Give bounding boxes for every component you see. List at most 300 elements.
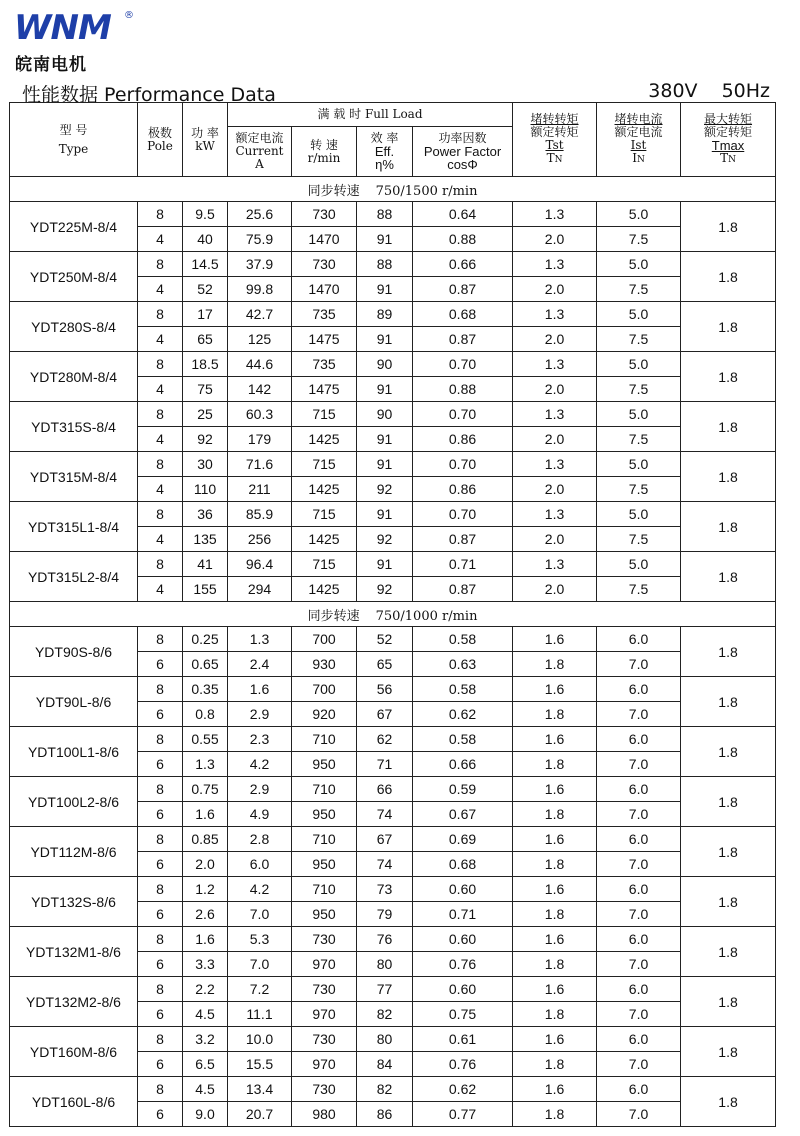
current-cell: 37.9 <box>228 252 292 277</box>
efficiency-cell: 71 <box>357 752 413 777</box>
efficiency-cell: 80 <box>357 952 413 977</box>
efficiency-cell: 92 <box>357 577 413 602</box>
starting-torque-cell: 1.3 <box>513 252 597 277</box>
efficiency-cell: 91 <box>357 427 413 452</box>
current-cell: 256 <box>228 527 292 552</box>
efficiency-cell: 56 <box>357 677 413 702</box>
power-cell: 0.65 <box>183 652 228 677</box>
starting-torque-cell: 1.8 <box>513 802 597 827</box>
max-torque-cell: 1.8 <box>681 552 776 602</box>
efficiency-cell: 79 <box>357 902 413 927</box>
power-cell: 9.5 <box>183 202 228 227</box>
speed-cell: 730 <box>292 202 357 227</box>
starting-current-cell: 7.0 <box>597 702 681 727</box>
starting-current-cell: 5.0 <box>597 402 681 427</box>
model-type-cell: YDT132M1-8/6 <box>10 927 138 977</box>
speed-cell: 950 <box>292 852 357 877</box>
current-cell: 4.2 <box>228 877 292 902</box>
header-starting-current: 堵转电流 额定电流 Ist IN <box>597 103 681 177</box>
section-label-speed: 750/1500 r/min <box>375 183 478 199</box>
efficiency-cell: 91 <box>357 377 413 402</box>
model-type-cell: YDT160L-8/6 <box>10 1077 138 1127</box>
speed-cell: 715 <box>292 402 357 427</box>
table-row <box>10 827 776 852</box>
current-cell: 1.6 <box>228 677 292 702</box>
starting-torque-cell: 1.3 <box>513 302 597 327</box>
starting-torque-cell: 1.3 <box>513 552 597 577</box>
power-cell: 75 <box>183 377 228 402</box>
current-cell: 2.8 <box>228 827 292 852</box>
rated-supply <box>624 80 770 102</box>
starting-torque-cell: 1.3 <box>513 402 597 427</box>
power-cell: 92 <box>183 427 228 452</box>
pole-cell: 4 <box>138 427 183 452</box>
starting-current-cell: 6.0 <box>597 927 681 952</box>
speed-cell: 930 <box>292 652 357 677</box>
model-type-cell: YDT280M-8/4 <box>10 352 138 402</box>
power-factor-cell: 0.87 <box>413 527 513 552</box>
model-type-cell: YDT225M-8/4 <box>10 202 138 252</box>
speed-cell: 1425 <box>292 427 357 452</box>
table-row <box>10 777 776 802</box>
current-cell: 6.0 <box>228 852 292 877</box>
power-cell: 1.3 <box>183 752 228 777</box>
starting-current-cell: 7.5 <box>597 527 681 552</box>
efficiency-cell: 92 <box>357 527 413 552</box>
model-type-cell: YDT90L-8/6 <box>10 677 138 727</box>
max-torque-cell: 1.8 <box>681 827 776 877</box>
pole-cell: 8 <box>138 827 183 852</box>
model-type-cell: YDT315L1-8/4 <box>10 502 138 552</box>
pole-cell: 8 <box>138 1077 183 1102</box>
speed-cell: 710 <box>292 727 357 752</box>
efficiency-cell: 91 <box>357 552 413 577</box>
speed-cell: 970 <box>292 1002 357 1027</box>
power-factor-cell: 0.58 <box>413 677 513 702</box>
table-row <box>10 452 776 477</box>
efficiency-cell: 92 <box>357 477 413 502</box>
pole-cell: 8 <box>138 352 183 377</box>
current-cell: 125 <box>228 327 292 352</box>
model-type-cell: YDT250M-8/4 <box>10 252 138 302</box>
table-body <box>10 177 776 1127</box>
efficiency-cell: 73 <box>357 877 413 902</box>
section-row <box>10 177 776 202</box>
starting-current-cell: 5.0 <box>597 302 681 327</box>
model-type-cell: YDT100L1-8/6 <box>10 727 138 777</box>
pole-cell: 8 <box>138 502 183 527</box>
efficiency-cell: 67 <box>357 827 413 852</box>
efficiency-cell: 65 <box>357 652 413 677</box>
power-factor-cell: 0.58 <box>413 727 513 752</box>
pole-cell: 8 <box>138 452 183 477</box>
section-label-cn: 同步转速 <box>307 608 360 624</box>
starting-torque-cell: 1.8 <box>513 652 597 677</box>
max-torque-cell: 1.8 <box>681 352 776 402</box>
current-cell: 10.0 <box>228 1027 292 1052</box>
pole-cell: 6 <box>138 952 183 977</box>
speed-cell: 1425 <box>292 527 357 552</box>
starting-torque-cell: 1.6 <box>513 1077 597 1102</box>
starting-current-cell: 5.0 <box>597 252 681 277</box>
power-factor-cell: 0.76 <box>413 952 513 977</box>
starting-current-cell: 6.0 <box>597 977 681 1002</box>
table-row <box>10 1027 776 1052</box>
speed-cell: 1425 <box>292 477 357 502</box>
power-factor-cell: 0.70 <box>413 452 513 477</box>
logo-mark: WNM <box>14 8 111 48</box>
pole-cell: 8 <box>138 252 183 277</box>
power-cell: 65 <box>183 327 228 352</box>
efficiency-cell: 74 <box>357 802 413 827</box>
starting-torque-cell: 1.8 <box>513 1102 597 1127</box>
power-factor-cell: 0.70 <box>413 352 513 377</box>
current-cell: 96.4 <box>228 552 292 577</box>
starting-current-cell: 7.5 <box>597 227 681 252</box>
model-type-cell: YDT100L2-8/6 <box>10 777 138 827</box>
pole-cell: 8 <box>138 202 183 227</box>
power-factor-cell: 0.69 <box>413 827 513 852</box>
model-type-cell: YDT132S-8/6 <box>10 877 138 927</box>
current-cell: 20.7 <box>228 1102 292 1127</box>
current-cell: 25.6 <box>228 202 292 227</box>
starting-current-cell: 6.0 <box>597 777 681 802</box>
efficiency-cell: 76 <box>357 927 413 952</box>
starting-current-cell: 7.5 <box>597 577 681 602</box>
power-factor-cell: 0.59 <box>413 777 513 802</box>
pole-cell: 6 <box>138 902 183 927</box>
pole-cell: 4 <box>138 227 183 252</box>
power-cell: 0.55 <box>183 727 228 752</box>
header-full-load: 满 载 时 Full Load <box>228 103 513 127</box>
speed-cell: 1475 <box>292 327 357 352</box>
speed-cell: 950 <box>292 902 357 927</box>
current-cell: 85.9 <box>228 502 292 527</box>
power-cell: 9.0 <box>183 1102 228 1127</box>
power-cell: 110 <box>183 477 228 502</box>
power-cell: 2.6 <box>183 902 228 927</box>
power-factor-cell: 0.61 <box>413 1027 513 1052</box>
current-cell: 42.7 <box>228 302 292 327</box>
power-factor-cell: 0.68 <box>413 852 513 877</box>
pole-cell: 4 <box>138 527 183 552</box>
model-type-cell: YDT315M-8/4 <box>10 452 138 502</box>
power-cell: 135 <box>183 527 228 552</box>
current-cell: 5.3 <box>228 927 292 952</box>
power-cell: 14.5 <box>183 252 228 277</box>
power-cell: 1.6 <box>183 802 228 827</box>
power-factor-cell: 0.86 <box>413 477 513 502</box>
current-cell: 60.3 <box>228 402 292 427</box>
starting-torque-cell: 1.6 <box>513 777 597 802</box>
efficiency-cell: 77 <box>357 977 413 1002</box>
max-torque-cell: 1.8 <box>681 777 776 827</box>
speed-cell: 710 <box>292 877 357 902</box>
efficiency-cell: 67 <box>357 702 413 727</box>
pole-cell: 8 <box>138 777 183 802</box>
table-row <box>10 502 776 527</box>
current-cell: 2.4 <box>228 652 292 677</box>
power-factor-cell: 0.60 <box>413 877 513 902</box>
starting-torque-cell: 1.8 <box>513 852 597 877</box>
current-cell: 44.6 <box>228 352 292 377</box>
power-cell: 2.0 <box>183 852 228 877</box>
current-cell: 2.3 <box>228 727 292 752</box>
speed-cell: 970 <box>292 952 357 977</box>
table-row <box>10 677 776 702</box>
starting-current-cell: 7.5 <box>597 427 681 452</box>
efficiency-cell: 52 <box>357 627 413 652</box>
table-row <box>10 252 776 277</box>
power-factor-cell: 0.86 <box>413 427 513 452</box>
pole-cell: 8 <box>138 927 183 952</box>
power-factor-cell: 0.66 <box>413 752 513 777</box>
power-factor-cell: 0.77 <box>413 1102 513 1127</box>
starting-current-cell: 7.5 <box>597 377 681 402</box>
current-cell: 2.9 <box>228 777 292 802</box>
starting-torque-cell: 2.0 <box>513 527 597 552</box>
max-torque-cell: 1.8 <box>681 302 776 352</box>
speed-cell: 950 <box>292 802 357 827</box>
power-factor-cell: 0.87 <box>413 277 513 302</box>
starting-torque-cell: 1.3 <box>513 202 597 227</box>
starting-torque-cell: 1.8 <box>513 752 597 777</box>
pole-cell: 6 <box>138 852 183 877</box>
starting-current-cell: 7.0 <box>597 852 681 877</box>
starting-current-cell: 6.0 <box>597 1027 681 1052</box>
starting-current-cell: 7.0 <box>597 752 681 777</box>
power-cell: 3.2 <box>183 1027 228 1052</box>
pole-cell: 4 <box>138 377 183 402</box>
header-speed: 转 速 r/min <box>292 127 357 177</box>
speed-cell: 730 <box>292 252 357 277</box>
power-cell: 0.25 <box>183 627 228 652</box>
registered-symbol: ® <box>124 10 134 21</box>
current-cell: 4.2 <box>228 752 292 777</box>
power-factor-cell: 0.68 <box>413 302 513 327</box>
starting-current-cell: 7.0 <box>597 802 681 827</box>
table-row <box>10 552 776 577</box>
speed-cell: 730 <box>292 1077 357 1102</box>
model-type-cell: YDT132M2-8/6 <box>10 977 138 1027</box>
power-cell: 52 <box>183 277 228 302</box>
power-cell: 2.2 <box>183 977 228 1002</box>
power-cell: 3.3 <box>183 952 228 977</box>
starting-current-cell: 7.5 <box>597 477 681 502</box>
pole-cell: 6 <box>138 1002 183 1027</box>
table-row <box>10 202 776 227</box>
speed-cell: 715 <box>292 452 357 477</box>
speed-cell: 1425 <box>292 577 357 602</box>
power-cell: 0.85 <box>183 827 228 852</box>
current-cell: 179 <box>228 427 292 452</box>
performance-table <box>9 102 776 1127</box>
starting-torque-cell: 1.8 <box>513 702 597 727</box>
starting-current-cell: 6.0 <box>597 1077 681 1102</box>
max-torque-cell: 1.8 <box>681 252 776 302</box>
current-cell: 75.9 <box>228 227 292 252</box>
efficiency-cell: 80 <box>357 1027 413 1052</box>
pole-cell: 8 <box>138 552 183 577</box>
section-label-speed: 750/1000 r/min <box>375 608 478 624</box>
efficiency-cell: 88 <box>357 202 413 227</box>
starting-torque-cell: 1.6 <box>513 827 597 852</box>
model-type-cell: YDT315S-8/4 <box>10 402 138 452</box>
starting-torque-cell: 1.8 <box>513 902 597 927</box>
pole-cell: 6 <box>138 752 183 777</box>
table-row <box>10 402 776 427</box>
header-pole: 极数 Pole <box>138 103 183 177</box>
pole-cell: 6 <box>138 1102 183 1127</box>
max-torque-cell: 1.8 <box>681 877 776 927</box>
power-cell: 41 <box>183 552 228 577</box>
speed-cell: 715 <box>292 552 357 577</box>
power-cell: 36 <box>183 502 228 527</box>
speed-cell: 735 <box>292 352 357 377</box>
speed-cell: 710 <box>292 827 357 852</box>
section-label-cn: 同步转速 <box>307 183 360 199</box>
power-factor-cell: 0.70 <box>413 502 513 527</box>
power-factor-cell: 0.67 <box>413 802 513 827</box>
max-torque-cell: 1.8 <box>681 977 776 1027</box>
current-cell: 142 <box>228 377 292 402</box>
starting-current-cell: 6.0 <box>597 627 681 652</box>
starting-current-cell: 5.0 <box>597 352 681 377</box>
pole-cell: 8 <box>138 402 183 427</box>
speed-cell: 735 <box>292 302 357 327</box>
section-row <box>10 602 776 627</box>
starting-torque-cell: 1.6 <box>513 627 597 652</box>
starting-current-cell: 7.0 <box>597 952 681 977</box>
model-type-cell: YDT315L2-8/4 <box>10 552 138 602</box>
power-factor-cell: 0.62 <box>413 702 513 727</box>
starting-current-cell: 7.0 <box>597 1002 681 1027</box>
power-factor-cell: 0.58 <box>413 627 513 652</box>
speed-cell: 980 <box>292 1102 357 1127</box>
power-factor-cell: 0.64 <box>413 202 513 227</box>
current-cell: 71.6 <box>228 452 292 477</box>
starting-torque-cell: 2.0 <box>513 227 597 252</box>
pole-cell: 4 <box>138 477 183 502</box>
max-torque-cell: 1.8 <box>681 202 776 252</box>
efficiency-cell: 90 <box>357 352 413 377</box>
current-cell: 7.0 <box>228 952 292 977</box>
power-factor-cell: 0.60 <box>413 977 513 1002</box>
table-row <box>10 352 776 377</box>
current-cell: 13.4 <box>228 1077 292 1102</box>
brand-logo <box>14 8 144 75</box>
power-factor-cell: 0.62 <box>413 1077 513 1102</box>
starting-current-cell: 7.0 <box>597 652 681 677</box>
max-torque-cell: 1.8 <box>681 452 776 502</box>
starting-torque-cell: 2.0 <box>513 577 597 602</box>
pole-cell: 8 <box>138 977 183 1002</box>
header-type: 型 号 Type <box>10 103 138 177</box>
starting-torque-cell: 1.6 <box>513 927 597 952</box>
pole-cell: 8 <box>138 627 183 652</box>
page-title: 性能数据 Performance Data <box>22 84 276 106</box>
max-torque-cell: 1.8 <box>681 502 776 552</box>
power-cell: 1.6 <box>183 927 228 952</box>
pole-cell: 6 <box>138 802 183 827</box>
speed-cell: 1470 <box>292 277 357 302</box>
model-type-cell: YDT90S-8/6 <box>10 627 138 677</box>
max-torque-cell: 1.8 <box>681 1027 776 1077</box>
starting-torque-cell: 1.6 <box>513 977 597 1002</box>
max-torque-cell: 1.8 <box>681 1077 776 1127</box>
model-type-cell: YDT160M-8/6 <box>10 1027 138 1077</box>
starting-torque-cell: 1.6 <box>513 877 597 902</box>
speed-cell: 1470 <box>292 227 357 252</box>
table-row <box>10 927 776 952</box>
starting-current-cell: 5.0 <box>597 502 681 527</box>
starting-current-cell: 6.0 <box>597 727 681 752</box>
speed-cell: 730 <box>292 977 357 1002</box>
header-power-factor: 功率因数 Power Factor cosΦ <box>413 127 513 177</box>
table-row <box>10 627 776 652</box>
speed-cell: 1475 <box>292 377 357 402</box>
efficiency-cell: 82 <box>357 1077 413 1102</box>
model-type-cell: YDT280S-8/4 <box>10 302 138 352</box>
pole-cell: 8 <box>138 1027 183 1052</box>
starting-current-cell: 6.0 <box>597 877 681 902</box>
speed-cell: 700 <box>292 677 357 702</box>
speed-cell: 730 <box>292 1027 357 1052</box>
power-factor-cell: 0.88 <box>413 227 513 252</box>
efficiency-cell: 82 <box>357 1002 413 1027</box>
header-current: 额定电流 Current A <box>228 127 292 177</box>
power-cell: 17 <box>183 302 228 327</box>
starting-torque-cell: 2.0 <box>513 277 597 302</box>
current-cell: 99.8 <box>228 277 292 302</box>
title-row <box>22 80 770 106</box>
starting-torque-cell: 1.8 <box>513 1052 597 1077</box>
starting-current-cell: 6.0 <box>597 827 681 852</box>
max-torque-cell: 1.8 <box>681 927 776 977</box>
pole-cell: 8 <box>138 677 183 702</box>
current-cell: 294 <box>228 577 292 602</box>
header-starting-torque: 堵转转矩 额定转矩 Tst TN <box>513 103 597 177</box>
starting-current-cell: 7.0 <box>597 902 681 927</box>
company-name: 皖南电机 <box>15 55 87 75</box>
header-max-torque: 最大转矩 额定转矩 Tmax TN <box>681 103 776 177</box>
starting-torque-cell: 2.0 <box>513 427 597 452</box>
power-cell: 4.5 <box>183 1077 228 1102</box>
power-factor-cell: 0.87 <box>413 327 513 352</box>
header-efficiency: 效 率 Eff. η% <box>357 127 413 177</box>
current-cell: 211 <box>228 477 292 502</box>
max-torque-cell: 1.8 <box>681 727 776 777</box>
power-factor-cell: 0.60 <box>413 927 513 952</box>
speed-cell: 710 <box>292 777 357 802</box>
starting-torque-cell: 2.0 <box>513 377 597 402</box>
speed-cell: 950 <box>292 752 357 777</box>
efficiency-cell: 88 <box>357 252 413 277</box>
efficiency-cell: 91 <box>357 502 413 527</box>
pole-cell: 8 <box>138 302 183 327</box>
starting-current-cell: 7.0 <box>597 1052 681 1077</box>
efficiency-cell: 74 <box>357 852 413 877</box>
starting-torque-cell: 1.3 <box>513 502 597 527</box>
power-cell: 0.8 <box>183 702 228 727</box>
max-torque-cell: 1.8 <box>681 627 776 677</box>
frequency: 50Hz <box>721 80 770 102</box>
starting-current-cell: 5.0 <box>597 452 681 477</box>
voltage: 380V <box>648 80 698 102</box>
pole-cell: 6 <box>138 1052 183 1077</box>
power-factor-cell: 0.71 <box>413 902 513 927</box>
starting-current-cell: 5.0 <box>597 202 681 227</box>
